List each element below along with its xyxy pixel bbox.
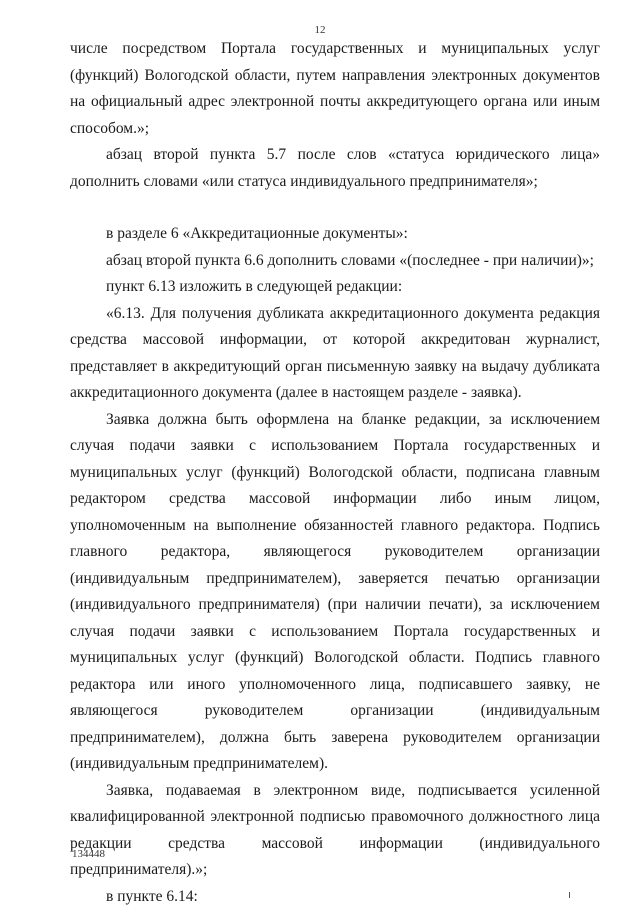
page-number: 12	[0, 24, 640, 36]
paragraph-electronic-application: Заявка, подаваемая в электронном виде, подписывается усиленной квалифицированной электронной подписью правомочного должностного лица редакции средства массовой информации (индивидуального предпринимателя).»;	[70, 778, 600, 884]
footer-code: 134448	[72, 848, 105, 860]
document-body	[70, 36, 600, 910]
corner-mark	[569, 892, 570, 898]
paragraph-amend-6-6: абзац второй пункта 6.6 дополнить словами «(последнее - при наличии)»;	[70, 248, 600, 275]
paragraph-amend-6-14: в пункте 6.14:	[70, 884, 600, 910]
paragraph-section-6: в разделе 6 «Аккредитационные документы»:	[70, 221, 600, 248]
paragraph-amend-6-13: пункт 6.13 изложить в следующей редакции:	[70, 274, 600, 301]
paragraph-6-13-text: «6.13. Для получения дубликата аккредитационного документа редакция средства массовой информации, от которой аккредитован журналист, представляет в аккредитующий орган письменную заявку на выдачу дубликата аккредитационного документа (далее в настоящем разделе - заявка).	[70, 301, 600, 407]
paragraph-continuation: числе посредством Портала государственных и муниципальных услуг (функций) Вологодской области, путем направления электронных документов на официальный адрес электронной почты аккредитующего органа или иным способом.»;	[70, 36, 600, 142]
paragraph-application-form: Заявка должна быть оформлена на бланке редакции, за исключением случая подачи заявки с использованием Портала государственных и муниципальных услуг (функций) Вологодской области, подписана главным редактором средства массовой информации либо иным лицом, уполномоченным на выполнение обязанностей главного редактора. Подпись главного редактора, являющегося руководителем организации (индивидуальным предпринимателем), заверяется печатью организации (индивидуального предпринимателя) (при наличии печати), за исключением случая подачи заявки с использованием Портала государственных и муниципальных услуг (функций) Вологодской области. Подпись главного редактора или иного уполномоченного лица, подписавшего заявку, не являющегося руководителем организации (индивидуальным предпринимателем), должна быть заверена руководителем организации (индивидуальным предпринимателем).	[70, 407, 600, 778]
paragraph-amend-5-7: абзац второй пункта 5.7 после слов «статуса юридического лица» дополнить словами «или статуса индивидуального предпринимателя»;	[70, 142, 600, 195]
